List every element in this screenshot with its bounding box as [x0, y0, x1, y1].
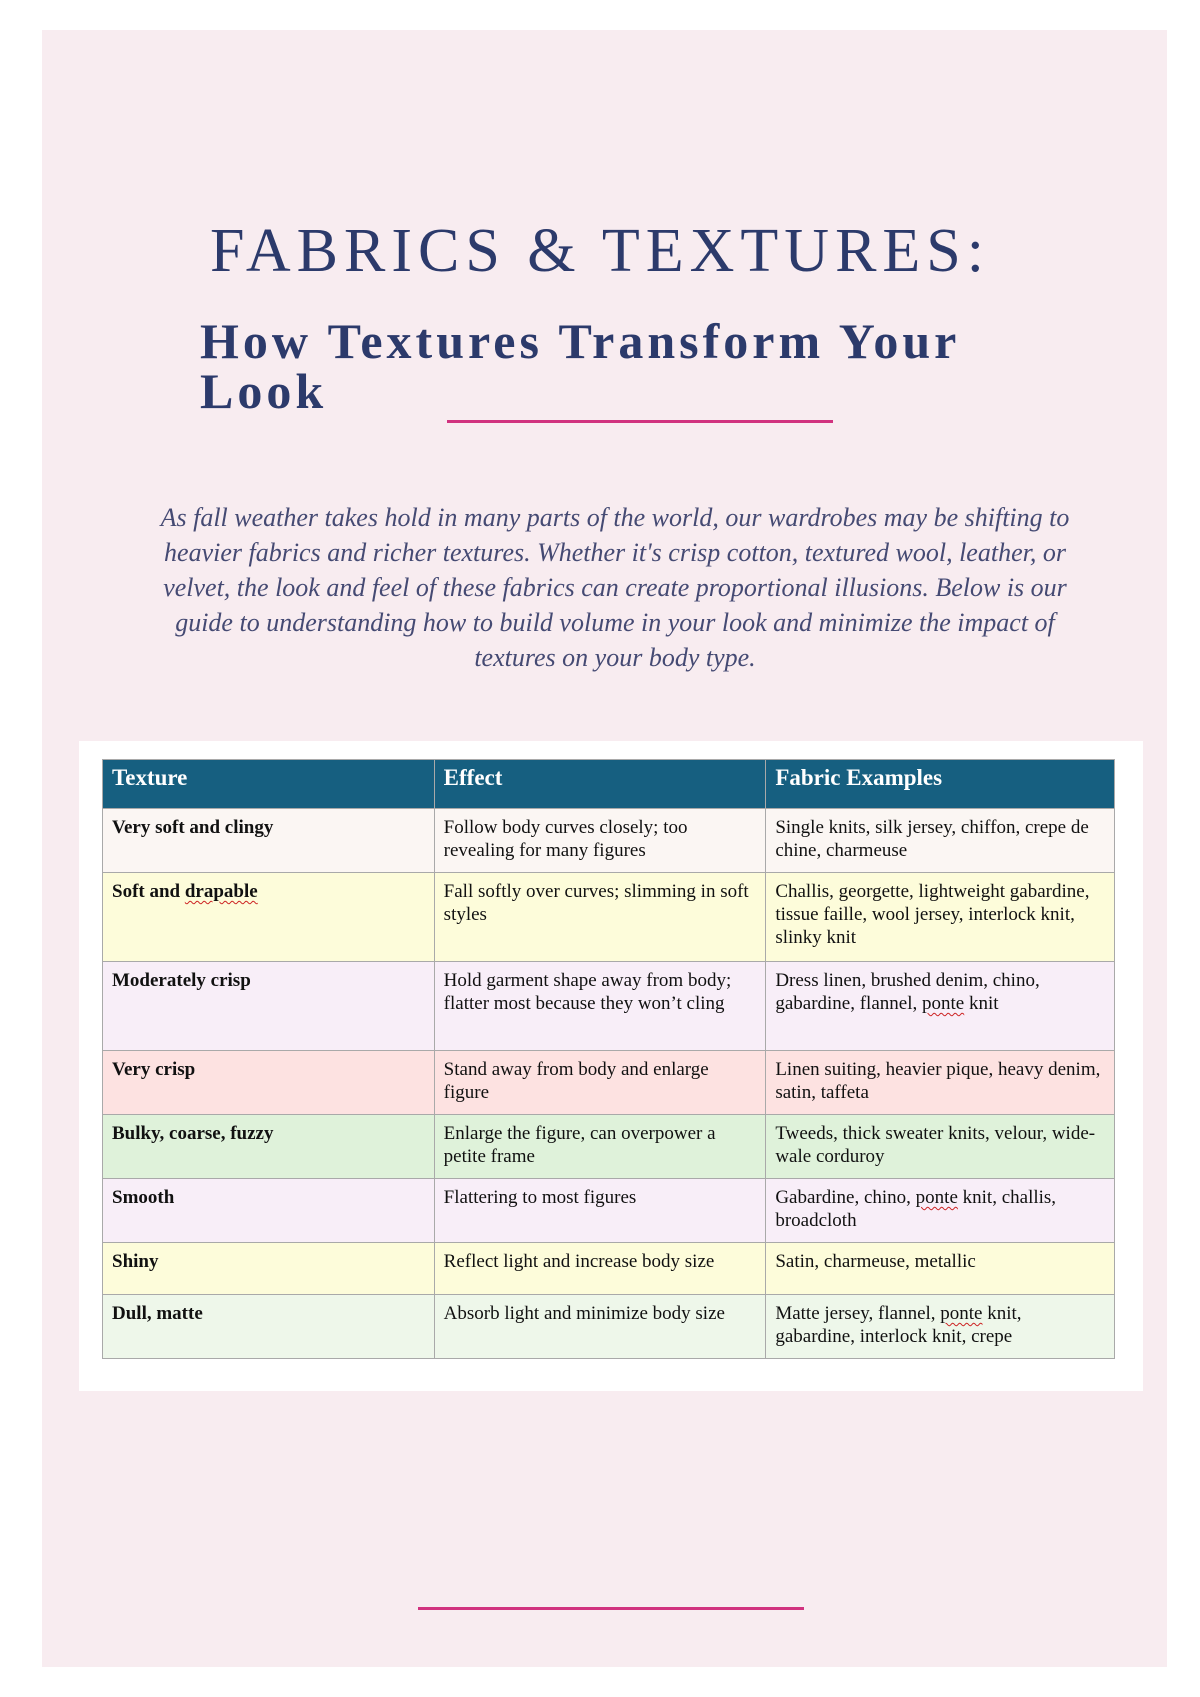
table-row — [103, 1295, 1115, 1359]
texture-cell: Bulky, coarse, fuzzy — [103, 1115, 435, 1179]
examples-text: knit — [964, 993, 999, 1014]
table-row — [103, 1115, 1115, 1179]
examples-text: Dress linen, brushed denim, chino, gabardine, flannel, — [775, 970, 1040, 1014]
fabric-examples-cell: Tweeds, thick sweater knits, velour, wide-wale corduroy — [766, 1115, 1115, 1179]
table-row — [103, 1243, 1115, 1295]
table-row — [103, 809, 1115, 873]
texture-cell: Moderately crisp — [103, 962, 435, 1051]
examples-text: knit, challis, broadcloth — [775, 1187, 1057, 1231]
table-row — [103, 873, 1115, 962]
texture-text: Soft and — [112, 881, 185, 902]
fabric-examples-cell: Challis, georgette, lightweight gabardine, tissue faille, wool jersey, interlock knit, slinky knit — [766, 873, 1115, 962]
intro-paragraph: As fall weather takes hold in many parts of the world, our wardrobes may be shifting to heavier fabrics and richer textures. Whether it's crisp cotton, textured wool, leather, or velvet, the look and feel of these fabrics can create proportional illusions. Below is our guide to understanding how to build volume in your look and minimize the impact of textures on your body type. — [160, 503, 1070, 672]
column-header-effect: Effect — [434, 760, 766, 809]
effect-cell: Reflect light and increase body size — [434, 1243, 766, 1295]
table-card — [79, 741, 1143, 1391]
page-subtitle: How Textures Transform Your Look — [200, 313, 960, 419]
texture-cell: Smooth — [103, 1179, 435, 1243]
effect-cell: Follow body curves closely; too revealing for many figures — [434, 809, 766, 873]
effect-cell: Fall softly over curves; slimming in soft styles — [434, 873, 766, 962]
effect-cell: Absorb light and minimize body size — [434, 1295, 766, 1359]
bottom-divider — [418, 1607, 804, 1610]
top-divider — [447, 420, 833, 423]
effect-cell: Stand away from body and enlarge figure — [434, 1051, 766, 1115]
fabric-examples-cell: Single knits, silk jersey, chiffon, crepe de chine, charmeuse — [766, 809, 1115, 873]
effect-cell: Flattering to most figures — [434, 1179, 766, 1243]
examples-text: Matte jersey, flannel, — [775, 1303, 941, 1324]
fabric-texture-table — [102, 759, 1115, 1359]
spellcheck-word: ponte — [915, 1187, 958, 1208]
spellcheck-word: drapable — [184, 881, 258, 902]
table-row — [103, 962, 1115, 1051]
fabric-examples-cell — [766, 962, 1115, 1051]
page-title: FABRICS & TEXTURES: — [209, 217, 991, 285]
table-row — [103, 1179, 1115, 1243]
spellcheck-word: ponte — [921, 993, 965, 1014]
column-header-fabric-examples: Fabric Examples — [766, 760, 1115, 809]
table-row — [103, 1051, 1115, 1115]
examples-text: knit, gabardine, interlock knit, crepe — [775, 1303, 1022, 1347]
fabric-examples-cell: Linen suiting, heavier pique, heavy denim, satin, taffeta — [766, 1051, 1115, 1115]
texture-cell: Very crisp — [103, 1051, 435, 1115]
texture-cell — [103, 873, 435, 962]
texture-cell: Shiny — [103, 1243, 435, 1295]
table-header-row — [103, 760, 1115, 809]
fabric-examples-cell — [766, 1179, 1115, 1243]
examples-text: Gabardine, chino, — [775, 1187, 916, 1208]
texture-cell: Dull, matte — [103, 1295, 435, 1359]
effect-cell: Enlarge the figure, can overpower a petite frame — [434, 1115, 766, 1179]
fabric-examples-cell — [766, 1295, 1115, 1359]
spellcheck-word: ponte — [940, 1303, 983, 1324]
texture-cell: Very soft and clingy — [103, 809, 435, 873]
column-header-texture: Texture — [103, 760, 435, 809]
fabric-examples-cell: Satin, charmeuse, metallic — [766, 1243, 1115, 1295]
effect-cell: Hold garment shape away from body; flatter most because they won’t cling — [434, 962, 766, 1051]
